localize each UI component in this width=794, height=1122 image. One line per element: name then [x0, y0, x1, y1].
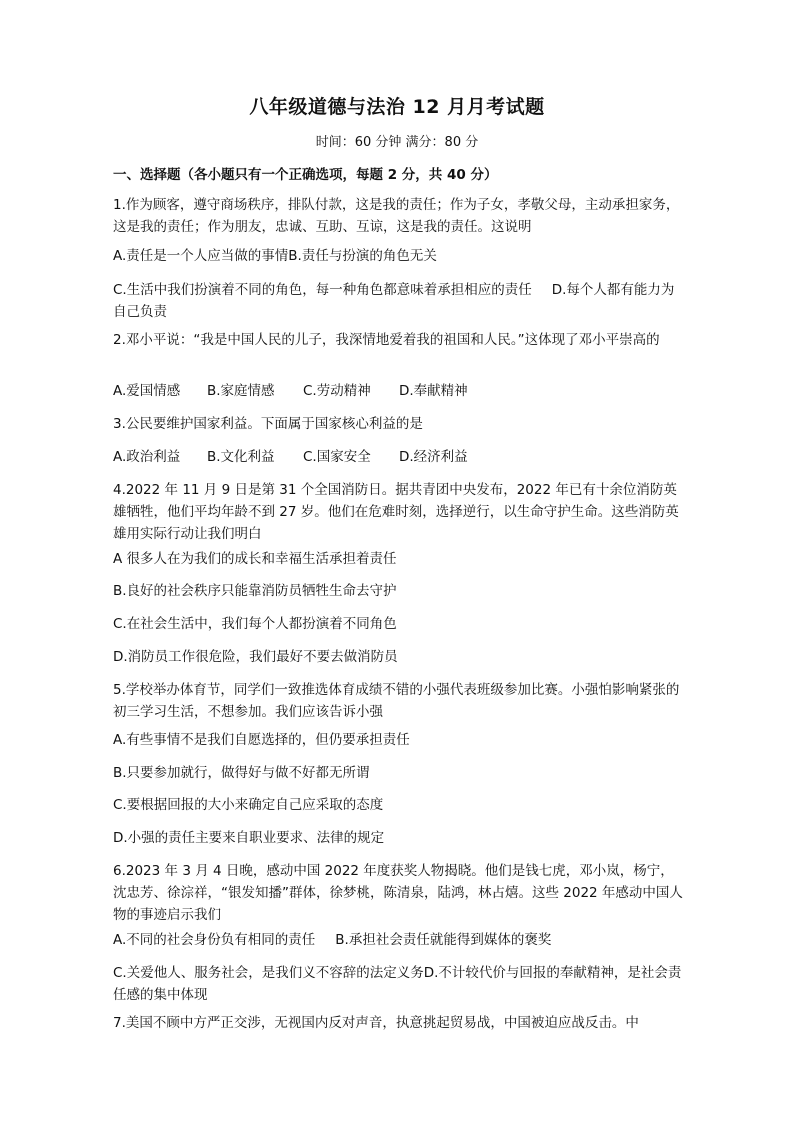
question-5-stem: 5.学校举办体育节，同学们一致推选体育成绩不错的小强代表班级参加比赛。小强怕影响紧张的初三学习生活，不想参加。我们应该告诉小强 — [113, 682, 680, 720]
question-2-options — [113, 380, 468, 402]
question-5-option-d: D.小强的责任主要来自职业要求、法律的规定 — [113, 830, 385, 846]
section-heading: 一、选择题（各小题只有一个正确选项，每题 2 分，共 40 分） — [113, 167, 498, 183]
question-1-options-row-2 — [113, 279, 683, 323]
question-5-option-a: A.有些事情不是我们自愿选择的，但仍要承担责任 — [113, 732, 410, 748]
question-3-option-c: C.国家安全 — [303, 449, 371, 465]
question-5-option-b: B.只要参加就行，做得好与做不好都无所谓 — [113, 765, 370, 781]
question-3-option-d: D.经济利益 — [399, 449, 468, 465]
question-6-option-c: C.关爱他人、服务社会，是我们义不容辞的法定义务 — [113, 965, 424, 981]
question-3-options — [113, 446, 468, 468]
question-7-stem: 7.美国不顾中方严正交涉，无视国内反对声音，执意挑起贸易战，中国被迫应战反击。中 — [113, 1015, 639, 1031]
question-3-stem: 3.公民要维护国家利益。下面属于国家核心利益的是 — [113, 416, 423, 432]
question-2-option-b: B.家庭情感 — [207, 383, 275, 399]
question-4-option-d: D.消防员工作很危险，我们最好不要去做消防员 — [113, 649, 398, 665]
question-1-options-row-1 — [113, 245, 437, 267]
question-6-option-a: A.不同的社会身份负有相同的责任 — [113, 932, 316, 948]
question-6-stem: 6.2023 年 3 月 4 日晚，感动中国 2022 年度获奖人物揭晓。他们是钱七虎，邓小岚，杨宁，沈忠芳、徐淙祥，“银发知播”群体，徐梦桃，陈清泉，陆鸿，林占熺。这些 2022 年感动中国人物的事迹启示我们 — [113, 863, 683, 923]
question-1-option-d: D.每个人都有能力为自己负责 — [113, 282, 675, 320]
question-4-option-b: B.良好的社会秩序只能靠消防员牺牲生命去守护 — [113, 583, 397, 599]
question-1-option-a: A.责任是一个人应当做的事情 — [113, 248, 289, 264]
question-3-option-a: A.政治利益 — [113, 449, 181, 465]
question-6-option-d: D.不计较代价与回报的奉献精神，是社会责任感的集中体现 — [113, 965, 682, 1003]
question-6-options-row-2 — [113, 962, 683, 1006]
question-4-option-a: A 很多人在为我们的成长和幸福生活承担着责任 — [113, 551, 397, 567]
question-4-stem: 4.2022 年 11 月 9 日是第 31 个全国消防日。据共青团中央发布，2022 年已有十余位消防英雄牺牲，他们平均年龄不到 27 岁。他们在危难时刻，选择逆行，以生命守护生命。这些消防英雄用实际行动让我们明白 — [113, 482, 679, 542]
question-6-option-b: B.承担社会责任就能得到媒体的褒奖 — [335, 932, 552, 948]
question-1-option-b: B.责任与扮演的角色无关 — [288, 248, 437, 264]
question-5-option-c: C.要根据回报的大小来确定自己应采取的态度 — [113, 797, 384, 813]
exam-time-score: 时间：60 分钟 满分：80 分 — [315, 135, 479, 150]
question-2-option-d: D.奉献精神 — [399, 383, 468, 399]
question-2-option-c: C.劳动精神 — [303, 383, 371, 399]
exam-title: 八年级道德与法治 12 月月考试题 — [249, 96, 545, 118]
question-3-option-b: B.文化利益 — [207, 449, 275, 465]
question-1-option-c: C.生活中我们扮演着不同的角色，每一种角色都意味着承担相应的责任 — [113, 282, 532, 298]
question-6-options-row-1 — [113, 929, 551, 951]
question-2-stem: 2.邓小平说：“我是中国人民的儿子，我深情地爱着我的祖国和人民。”这体现了邓小平崇高的 — [113, 332, 660, 348]
question-1-stem: 1.作为顾客，遵守商场秩序，排队付款，这是我的责任；作为子女，孝敬父母，主动承担家务，这是我的责任；作为朋友，忠诚、互助、互谅，这是我的责任。这说明 — [113, 197, 680, 235]
question-2-option-a: A.爱国情感 — [113, 383, 181, 399]
question-4-option-c: C.在社会生活中，我们每个人都扮演着不同角色 — [113, 616, 397, 632]
